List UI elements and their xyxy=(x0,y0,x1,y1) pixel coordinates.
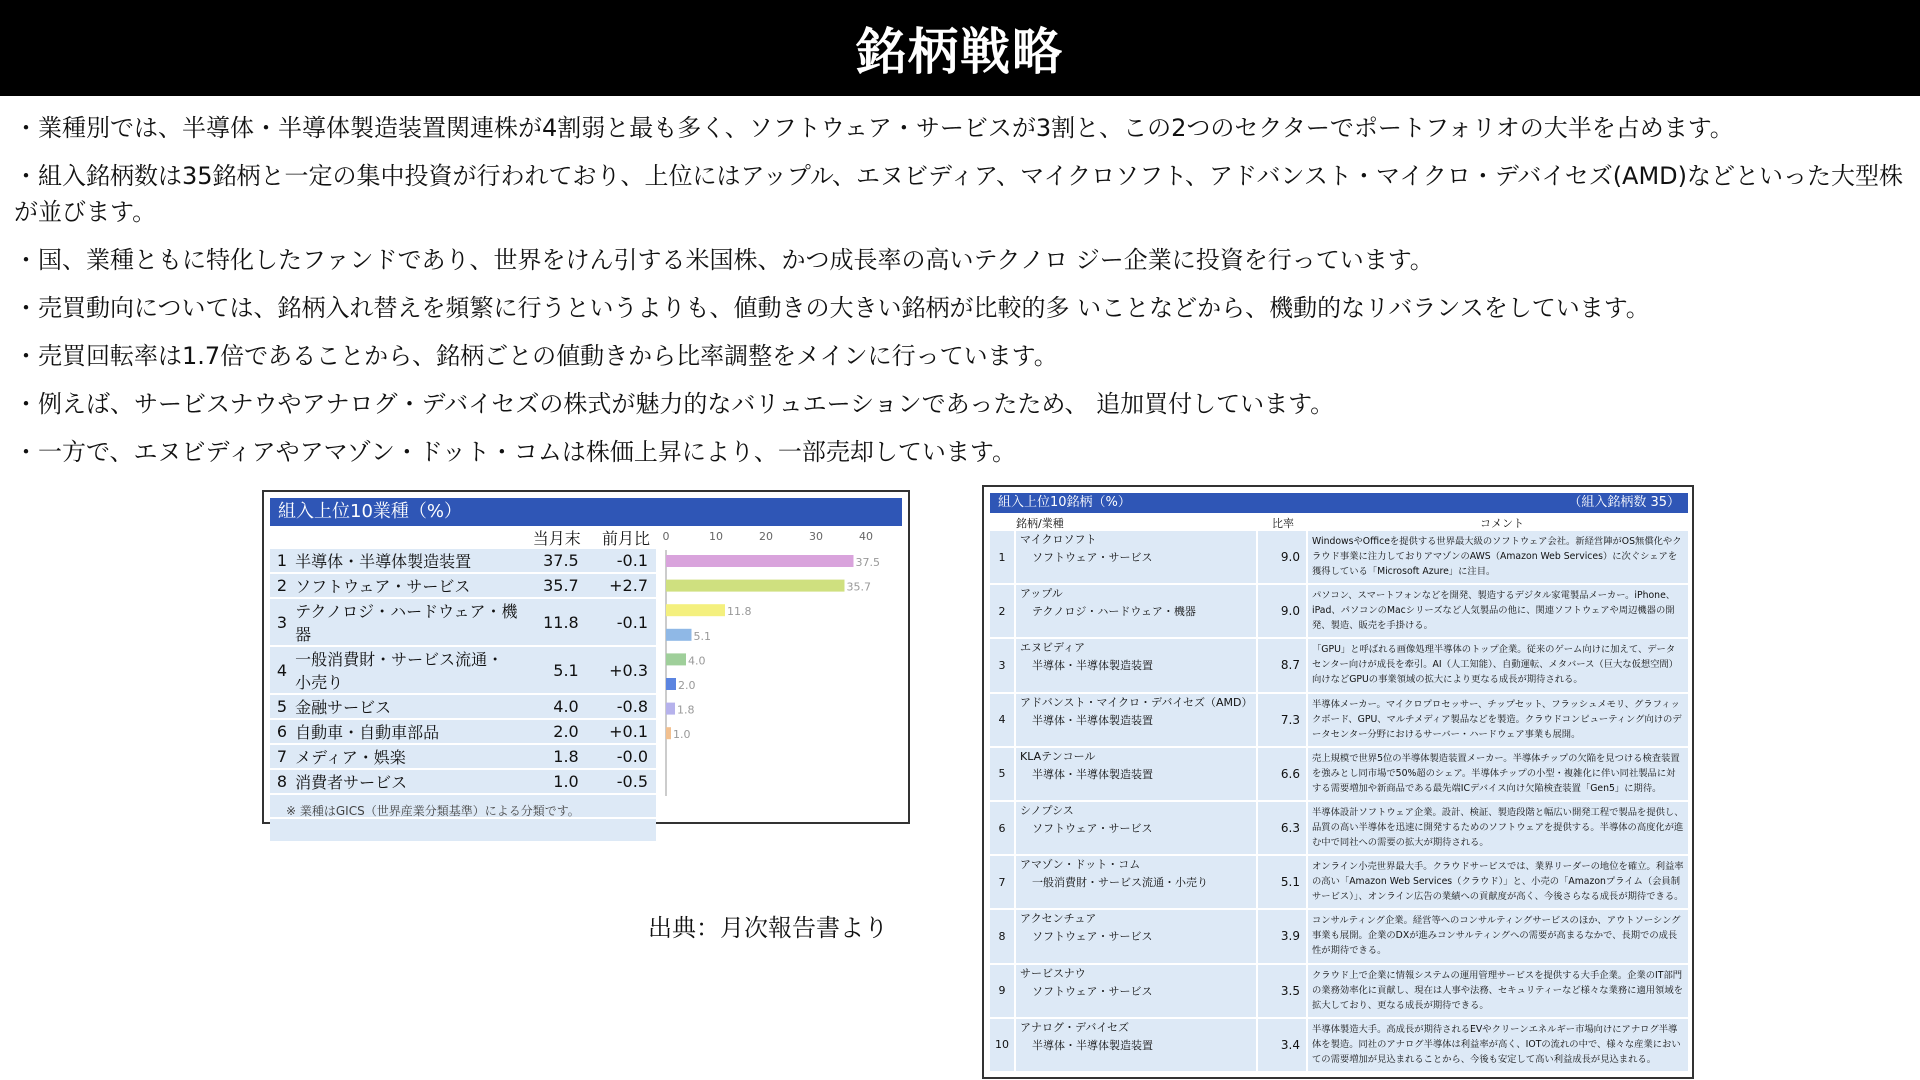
page-title: 銘柄戦略 xyxy=(0,0,1920,96)
industry-row xyxy=(270,769,656,794)
holding-rank: 5 xyxy=(990,748,1014,800)
empty-cell xyxy=(270,818,293,842)
holding-sector: テクノロジ・ハードウェア・機器 xyxy=(1032,605,1196,619)
holding-sector: 半導体・半導体製造装置 xyxy=(1032,713,1153,727)
holding-name-cell xyxy=(1016,965,1256,1017)
bullet-item: ・売買回転率は1.7倍であることから、銘柄ごとの値動きから比率調整をメインに行っています。 xyxy=(14,342,1058,370)
holding-ratio: 3.4 xyxy=(1258,1019,1306,1071)
industry-name: 半導体・半導体製造装置 xyxy=(293,549,517,573)
holding-sector: ソフトウェア・サービス xyxy=(1032,551,1153,564)
bullet-item: ・業種別では、半導体・半導体製造装置関連株が4割弱と最も多く、ソフトウェア・サービスが3割と、この2つのセクターでポートフォリオの大半を占めます。 xyxy=(14,114,1734,142)
industry-value: 11.8 xyxy=(518,598,587,646)
industries-bar-chart xyxy=(664,528,904,798)
holding-name: KLAテンコール xyxy=(1020,749,1096,763)
chart-bar xyxy=(666,604,725,616)
industry-change: -0.0 xyxy=(587,744,656,769)
x-tick-label: 0 xyxy=(662,530,670,543)
holding-row xyxy=(990,910,1688,964)
holding-rank: 9 xyxy=(990,965,1014,1017)
industry-name: テクノロジ・ハードウェア・機器 xyxy=(293,598,517,646)
chart-bar xyxy=(666,555,854,567)
industry-empty-row xyxy=(270,818,656,842)
chart-bar xyxy=(666,580,845,592)
bullet-item: ・売買動向については、銘柄入れ替えを頻繁に行うというよりも、値動きの大きい銘柄が比較的多 いことなどから、機動的なリバランスをしています。 xyxy=(14,294,1650,322)
comment-column-header: コメント xyxy=(1480,517,1524,530)
holding-name-cell xyxy=(1016,694,1256,746)
holding-name-cell xyxy=(1016,802,1256,854)
holding-ratio: 9.0 xyxy=(1258,531,1306,583)
bar-value-label: 1.8 xyxy=(677,703,695,717)
industry-rank: 5 xyxy=(270,694,293,719)
industry-row xyxy=(270,646,656,694)
chart-bar xyxy=(666,653,686,665)
holding-name-cell xyxy=(1016,910,1256,962)
change-column-header: 前月比 xyxy=(601,529,650,548)
industry-value: 37.5 xyxy=(518,549,587,573)
empty-cell xyxy=(518,818,587,842)
holding-name: シノプシス xyxy=(1020,803,1074,817)
holding-rank: 4 xyxy=(990,694,1014,746)
chart-bar xyxy=(666,678,676,690)
industry-name: 金融サービス xyxy=(293,694,517,719)
holding-ratio: 8.7 xyxy=(1258,639,1306,691)
holding-ratio: 7.3 xyxy=(1258,694,1306,746)
industry-value: 1.8 xyxy=(518,744,587,769)
holding-ratio: 5.1 xyxy=(1258,856,1306,908)
holding-name: アップル xyxy=(1020,587,1063,601)
name-column-header xyxy=(293,526,517,549)
holding-row xyxy=(990,531,1688,585)
holding-comment: WindowsやOfficeを提供する世界最大級のソフトウェア会社。新経営陣がOS無償化やクラウド事業に注力しておりアマゾンのAWS（Amazon Web Services）に次ぐシェアを獲得している「Microsoft Azure」に注目。 xyxy=(1308,531,1688,583)
bar-value-label: 11.8 xyxy=(727,605,752,619)
x-tick-label: 20 xyxy=(759,530,773,543)
holding-comment: コンサルティング企業。経営等へのコンサルティングサービスのほか、アウトソーシング事業も展開。企業のDXが進みコンサルティングへの需要が高まるなかで、長期での成長性が期待できる。 xyxy=(1308,910,1688,962)
industry-name: ソフトウェア・サービス xyxy=(293,573,517,598)
empty-cell xyxy=(587,818,656,842)
bar-value-label: 4.0 xyxy=(688,654,706,668)
holdings-rows xyxy=(990,531,1688,1073)
industry-rank: 2 xyxy=(270,573,293,598)
holding-row xyxy=(990,965,1688,1019)
holding-name-cell xyxy=(1016,639,1256,691)
holding-ratio: 6.3 xyxy=(1258,802,1306,854)
holding-comment: クラウド上で企業に情報システムの運用管理サービスを提供する大手企業。企業のIT部門の業務効率化に貢献し、現在は人事や法務、セキュリティーなど様々な業務に適用領域を拡大しており、更なる成長が期待できる。 xyxy=(1308,965,1688,1017)
holding-name-cell xyxy=(1016,748,1256,800)
industry-value: 1.0 xyxy=(518,769,587,794)
bar-value-label: 1.0 xyxy=(673,728,691,742)
current-column-header: 当月末 xyxy=(532,529,581,548)
holding-row xyxy=(990,748,1688,802)
holding-name: マイクロソフト xyxy=(1020,533,1097,546)
holding-rank: 1 xyxy=(990,531,1014,583)
top-holdings-header xyxy=(990,493,1688,513)
industry-row xyxy=(270,694,656,719)
holding-row xyxy=(990,585,1688,639)
holding-rank: 3 xyxy=(990,639,1014,691)
holdings-column-headers xyxy=(990,513,1688,531)
industry-name: 消費者サービス xyxy=(293,769,517,794)
holding-rank: 7 xyxy=(990,856,1014,908)
holding-ratio: 9.0 xyxy=(1258,585,1306,637)
industry-change: -0.8 xyxy=(587,694,656,719)
holding-name-cell xyxy=(1016,856,1256,908)
holding-ratio: 3.9 xyxy=(1258,910,1306,962)
industry-change: +0.3 xyxy=(587,646,656,694)
chart-bar xyxy=(666,629,692,641)
holding-rank: 2 xyxy=(990,585,1014,637)
industry-rank: 7 xyxy=(270,744,293,769)
holding-comment: 半導体メーカー。マイクロプロセッサー、チップセット、フラッシュメモリ、グラフィックボード、GPU、マルチメディア製品などを製造。クラウドコンピューティング向けのデータセンター分野におけるサーバー・ハードウェア事業も展開。 xyxy=(1308,694,1688,746)
industry-change: +0.1 xyxy=(587,719,656,744)
holding-name-cell xyxy=(1016,1019,1256,1071)
holding-sector: ソフトウェア・サービス xyxy=(1032,930,1153,944)
holding-sector: ソフトウェア・サービス xyxy=(1032,821,1153,835)
industry-row xyxy=(270,598,656,646)
holding-name: エヌビディア xyxy=(1020,641,1086,655)
industry-change: -0.1 xyxy=(587,549,656,573)
industries-note: ※ 業種はGICS（世界産業分類基準）による分類です。 xyxy=(286,804,580,818)
holding-comment: 売上規模で世界5位の半導体製造装置メーカー。半導体チップの欠陥を見つける検査装置を強みとし同市場で50%超のシェア。半導体チップの小型・複雑化に伴い同社製品に対する需要増加や新商品である最先端ICデバイス向け欠陥検査装置「Gen5」に期待。 xyxy=(1308,748,1688,800)
source-note: 出典：月次報告書より xyxy=(648,914,888,942)
holding-sector: 一般消費財・サービス流通・小売り xyxy=(1032,876,1208,890)
industry-value: 2.0 xyxy=(518,719,587,744)
top-industries-header: 組入上位10業種（%） xyxy=(270,498,902,526)
industry-name: 一般消費財・サービス流通・小売り xyxy=(293,646,517,694)
empty-cell xyxy=(587,794,656,818)
holding-comment: 半導体設計ソフトウェア企業。設計、検証、製造段階と幅広い開発工程で製品を提供し、品質の高い半導体を迅速に開発するためのソフトウェアを提供する。半導体の高度化が進む中で同社への需要の拡大が期待される。 xyxy=(1308,802,1688,854)
industry-rank: 4 xyxy=(270,646,293,694)
industries-table-header-row xyxy=(270,526,656,549)
name-column-header: 銘柄/業種 xyxy=(1016,517,1064,530)
bar-value-label: 2.0 xyxy=(678,679,696,692)
bar-value-label: 37.5 xyxy=(855,556,880,569)
industry-rank: 1 xyxy=(270,549,293,573)
holding-name-cell xyxy=(1016,585,1256,637)
holding-comment: 「GPU」と呼ばれる画像処理半導体のトップ企業。従来のゲーム向けに加えて、データセンター向けが成長を牽引。AI（人工知能）、自動運転、メタバース（巨大な仮想空間）向けなどGPUの事業領域の拡大により更なる成長が期待される。 xyxy=(1308,639,1688,691)
industry-rank: 6 xyxy=(270,719,293,744)
holding-name-cell xyxy=(1016,531,1256,583)
holding-name: アドバンスト・マイクロ・デバイセズ（AMD） xyxy=(1020,695,1253,709)
chart-bar xyxy=(666,727,671,739)
holding-comment: オンライン小売世界最大手。クラウドサービスでは、業界リーダーの地位を確立。利益率の高い「Amazon Web Services（クラウド）」と、小売の「Amazonプライム（会員制サービス）」、オンライン広告の業績への貢献度が高く、今後さらなる成長が期待できる。 xyxy=(1308,856,1688,908)
holding-rank: 8 xyxy=(990,910,1014,962)
industry-change: +2.7 xyxy=(587,573,656,598)
bar-value-label: 5.1 xyxy=(693,629,711,643)
holding-sector: ソフトウェア・サービス xyxy=(1032,984,1153,998)
holding-ratio: 6.6 xyxy=(1258,748,1306,800)
top-holdings-title: 組入上位10銘柄（%） xyxy=(998,495,1131,510)
industry-name: 自動車・自動車部品 xyxy=(293,719,517,744)
bullet-item: ・例えば、サービスナウやアナログ・デバイセズの株式が魅力的なバリュエーションであったため、 追加買付しています。 xyxy=(14,390,1335,418)
holding-row xyxy=(990,856,1688,910)
holding-ratio: 3.5 xyxy=(1258,965,1306,1017)
bullet-list xyxy=(14,110,1909,482)
holding-row xyxy=(990,694,1688,748)
holding-name: サービスナウ xyxy=(1020,966,1086,980)
holding-row xyxy=(990,1019,1688,1073)
top-industries-panel xyxy=(262,490,910,824)
empty-cell xyxy=(293,818,517,842)
holding-sector: 半導体・半導体製造装置 xyxy=(1032,659,1153,673)
x-tick-label: 40 xyxy=(859,530,873,543)
holding-row xyxy=(990,639,1688,693)
industry-rank: 3 xyxy=(270,598,293,646)
top-holdings-panel xyxy=(982,485,1694,1079)
industry-name: メディア・娯楽 xyxy=(293,744,517,769)
holding-name: アナログ・デバイセズ xyxy=(1020,1020,1130,1034)
holding-sector: 半導体・半導体製造装置 xyxy=(1032,1038,1153,1052)
industry-row xyxy=(270,719,656,744)
x-tick-label: 30 xyxy=(809,530,823,543)
bullet-item: ・一方で、エヌビディアやアマゾン・ドット・コムは株価上昇により、一部売却しています。 xyxy=(14,438,1016,466)
holding-name: アクセンチュア xyxy=(1020,912,1097,926)
holding-comment: 半導体製造大手。高成長が期待されるEVやクリーンエネルギー市場向けにアナログ半導体を製造。同社のアナログ半導体は利益率が高く、IOTの流れの中で、様々な産業においての需要増加が見込まれることから、今後も安定して高い利益成長が見込まれる。 xyxy=(1308,1019,1688,1071)
bullet-item: ・組入銘柄数は35銘柄と一定の集中投資が行われており、上位にはアップル、エヌビディア、マイクロソフト、アドバンスト・マイクロ・デバイセズ(AMD)などといった大型株が並びます。 xyxy=(14,162,1904,226)
holding-name: アマゾン・ドット・コム xyxy=(1020,858,1141,872)
industries-table xyxy=(270,526,656,843)
holding-sector: 半導体・半導体製造装置 xyxy=(1032,767,1153,781)
holding-comment: パソコン、スマートフォンなどを開発、製造するデジタル家電製品メーカー。iPhone、iPad、パソコンのMacシリーズなど人気製品の他に、関連ソフトウェアや周辺機器の開発、製造、販売を手掛ける。 xyxy=(1308,585,1688,637)
industry-row xyxy=(270,744,656,769)
chart-bar xyxy=(666,703,675,715)
industry-row xyxy=(270,549,656,573)
industry-value: 4.0 xyxy=(518,694,587,719)
holding-rank: 10 xyxy=(990,1019,1014,1071)
industry-change: -0.5 xyxy=(587,769,656,794)
ratio-column-header: 比率 xyxy=(1272,517,1294,530)
industry-row xyxy=(270,573,656,598)
bullet-item: ・国、業種ともに特化したファンドであり、世界をけん引する米国株、かつ成長率の高いテクノロ ジー企業に投資を行っています。 xyxy=(14,246,1434,274)
industry-change: -0.1 xyxy=(587,598,656,646)
industry-value: 5.1 xyxy=(518,646,587,694)
x-tick-label: 10 xyxy=(709,530,723,543)
industry-rank: 8 xyxy=(270,769,293,794)
holdings-count: （組入銘柄数 35） xyxy=(1568,495,1680,510)
holding-rank: 6 xyxy=(990,802,1014,854)
industry-value: 35.7 xyxy=(518,573,587,598)
holding-row xyxy=(990,802,1688,856)
rank-column-header xyxy=(270,526,293,549)
bar-value-label: 35.7 xyxy=(846,580,871,594)
